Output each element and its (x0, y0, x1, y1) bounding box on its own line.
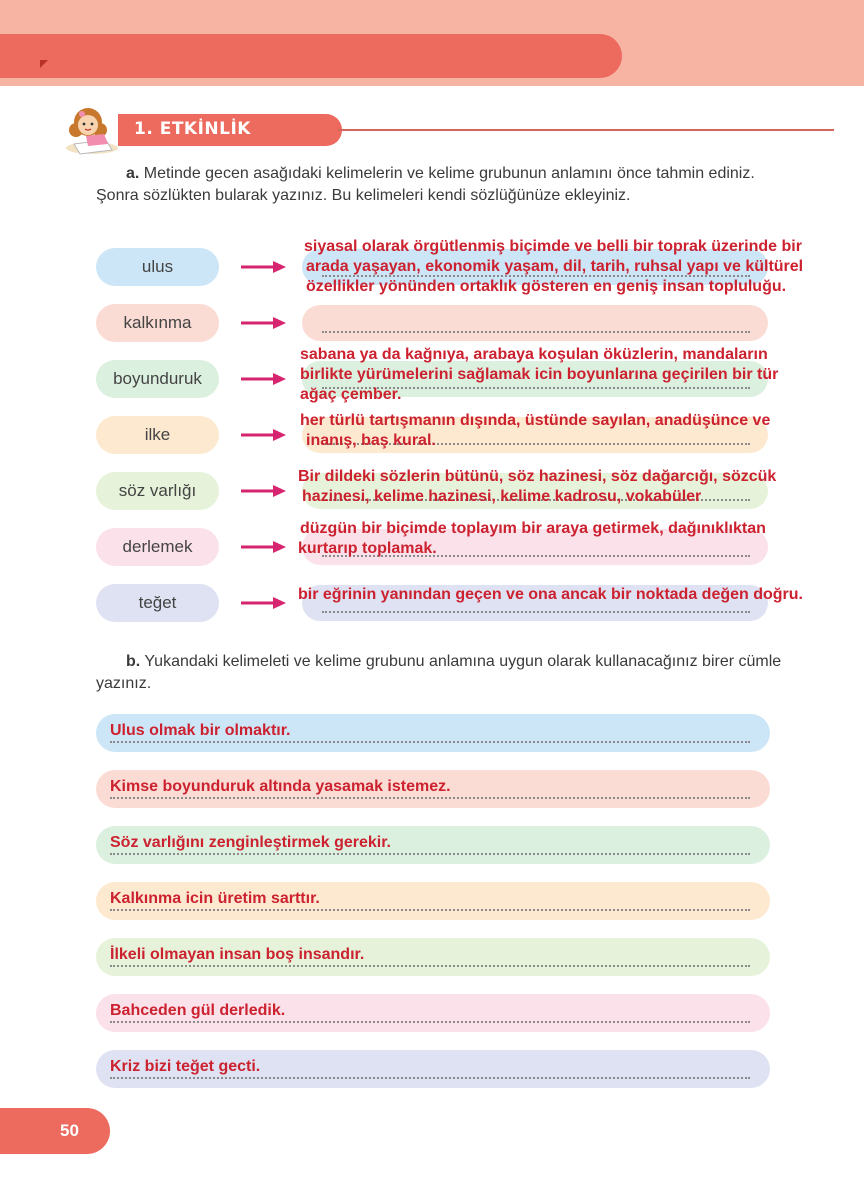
definition-text: inanış, baş kural. (306, 432, 436, 449)
arrow-right-icon (241, 540, 287, 554)
sentence-text: Söz varlığını zenginleştirmek gerekir. (110, 834, 391, 851)
sentence-dotted-line (110, 741, 750, 743)
instruction-a-text: Metinde gecen asağıdaki kelimelerin ve kelime grubunun anlamını önce tahmin ediniz. Şonra sözlükten bularak yazınız. Bu kelimeleri kendi sözlüğünüze ekleyiniz. (96, 165, 755, 204)
page-number-tab (0, 1108, 110, 1154)
sentence-dotted-line (110, 797, 750, 799)
sentence-text: Bahceden gül derledik. (110, 1002, 286, 1019)
corner-mark-icon (40, 60, 48, 68)
definition-text: siyasal olarak örgütlenmiş biçimde ve belli bir toprak üzerinde bir (304, 238, 802, 255)
sentence-text: Ulus olmak bir olmaktır. (110, 722, 291, 739)
definition-text: ağaç çember. (300, 386, 402, 403)
page-number: 50 (60, 1121, 79, 1140)
definition-text: arada yaşayan, ekonomik yaşam, dil, tarih, ruhsal yapı ve kültürel (306, 258, 804, 275)
definition-text: özellikler yönünden ortaklık gösteren en geniş insan topluluğu. (306, 278, 787, 295)
arrow-right-icon (241, 372, 287, 386)
activity-header (62, 100, 772, 156)
definition-text: kurtarıp toplamak. (298, 540, 437, 557)
arrow-right-icon (241, 484, 287, 498)
header-bar (0, 34, 622, 78)
activity-title: 1. ETKİNLİK (134, 119, 251, 139)
arrow-right-icon (241, 428, 287, 442)
definition-text: bir eğrinin yanından geçen ve ona ancak bir noktada değen doğru. (298, 586, 803, 603)
sentence-dotted-line (110, 909, 750, 911)
sentence-text: Kriz bizi teğet gecti. (110, 1058, 261, 1075)
sentence-dotted-line (110, 853, 750, 855)
definition-pill (302, 305, 768, 341)
definition-text: birlikte yürümelerini sağlamak icin boyunlarına geçirilen bir tür (300, 366, 779, 383)
word-pill: kalkınma (96, 304, 219, 342)
instruction-b (96, 651, 786, 695)
word-pill: boyunduruk (96, 360, 219, 398)
instruction-b-text: Yukandaki kelimeleti ve kelime grubunu anlamına uygun olarak kullanacağınız birer cümle yazınız. (96, 653, 782, 692)
sentence-text: Kalkınma icin üretim sarttır. (110, 890, 320, 907)
sentence-text: Kimse boyunduruk altında yasamak istemez. (110, 778, 451, 795)
definition-dotted-line (322, 611, 750, 613)
instruction-a (96, 163, 786, 207)
word-pill: ilke (96, 416, 219, 454)
word-pill: derlemek (96, 528, 219, 566)
sentence-text: İlkeli olmayan insan boş insandır. (110, 946, 365, 963)
girl-reading-mascot-icon (62, 100, 126, 156)
definition-text: düzgün bir biçimde toplayım bir araya getirmek, dağınıklıktan (300, 520, 766, 537)
word-pill: söz varlığı (96, 472, 219, 510)
activity-divider (338, 129, 834, 131)
sentence-dotted-line (110, 1021, 750, 1023)
arrow-right-icon (241, 596, 287, 610)
sentence-dotted-line (110, 1077, 750, 1079)
sentence-dotted-line (110, 965, 750, 967)
instruction-b-letter: b. (126, 653, 141, 670)
definition-text: her türlü tartışmanın dışında, üstünde sayılan, anadüşünce ve (300, 412, 771, 429)
word-pill: ulus (96, 248, 219, 286)
instruction-a-letter: a. (126, 165, 140, 182)
definition-dotted-line (322, 331, 750, 333)
definition-text: hazinesi, kelime hazinesi, kelime kadrosu, vokabüler (302, 488, 702, 505)
arrow-right-icon (241, 316, 287, 330)
word-pill: teğet (96, 584, 219, 622)
arrow-right-icon (241, 260, 287, 274)
definition-text: sabana ya da kağnıya, arabaya koşulan öküzlerin, mandaların (300, 346, 768, 363)
definition-text: Bir dildeki sözlerin bütünü, söz hazinesi, söz dağarcığı, sözcük (298, 468, 777, 485)
